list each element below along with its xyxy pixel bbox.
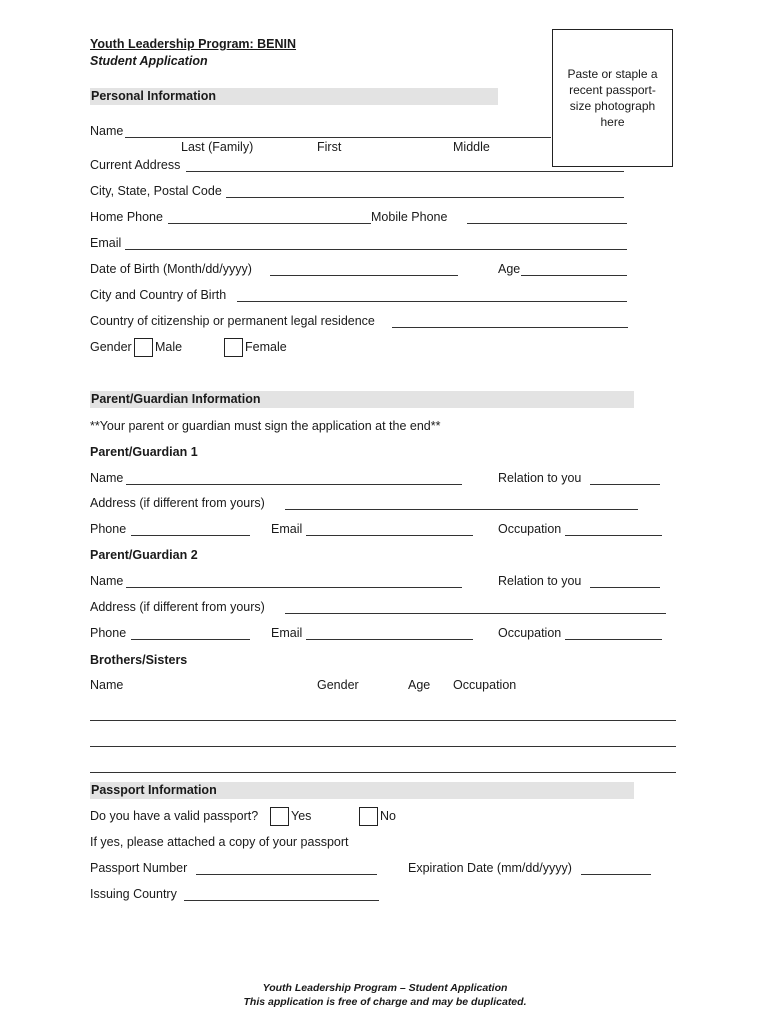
section-passport-information: Passport Information — [90, 782, 634, 799]
home-phone-label: Home Phone — [90, 210, 163, 224]
parent-1-email-label: Email — [271, 522, 303, 536]
parent-2-occupation-label: Occupation — [498, 626, 562, 640]
footer-line-2: This application is free of charge and may be duplicated. — [243, 996, 527, 1008]
birth-place-field[interactable] — [237, 301, 627, 302]
mobile-phone-field[interactable] — [467, 223, 627, 224]
email-label: Email — [90, 236, 122, 250]
passport-no-checkbox[interactable] — [359, 807, 378, 826]
current-address-field[interactable] — [186, 171, 624, 172]
parent-2-address-label: Address (if different from yours) — [90, 600, 265, 614]
parent-1-email-field[interactable] — [306, 535, 473, 536]
siblings-age-column: Age — [408, 678, 431, 692]
issuing-country-label: Issuing Country — [90, 887, 177, 901]
parent-1-phone-label: Phone — [90, 522, 127, 536]
name-label: Name — [90, 124, 124, 138]
section-personal-information: Personal Information — [90, 88, 498, 105]
sibling-row-2-field[interactable] — [90, 746, 676, 747]
parent-2-name-label: Name — [90, 574, 124, 588]
parent-2-relation-field[interactable] — [590, 587, 660, 588]
parent-2-phone-field[interactable] — [131, 639, 250, 640]
female-label: Female — [245, 340, 287, 354]
parent-1-occupation-label: Occupation — [498, 522, 562, 536]
mobile-phone-label: Mobile Phone — [371, 210, 448, 224]
citizenship-field[interactable] — [392, 327, 628, 328]
passport-yes-label: Yes — [291, 809, 312, 823]
email-field[interactable] — [125, 249, 627, 250]
siblings-gender-column: Gender — [317, 678, 359, 692]
date-of-birth-label: Date of Birth (Month/dd/yyyy) — [90, 262, 252, 276]
current-address-label: Current Address — [90, 158, 181, 172]
female-checkbox[interactable] — [224, 338, 243, 357]
parent-2-address-field[interactable] — [285, 613, 666, 614]
issuing-country-field[interactable] — [184, 900, 379, 901]
passport-attach-note: If yes, please attached a copy of your passport — [90, 835, 349, 849]
first-name-caption: First — [317, 140, 342, 154]
page-subtitle: Student Application — [90, 54, 208, 68]
parent-1-address-label: Address (if different from yours) — [90, 496, 265, 510]
sibling-row-1-field[interactable] — [90, 720, 676, 721]
passport-expiration-label: Expiration Date (mm/dd/yyyy) — [408, 861, 572, 875]
siblings-heading: Brothers/Sisters — [90, 653, 188, 667]
page-title: Youth Leadership Program: BENIN — [90, 37, 297, 51]
parent-2-occupation-field[interactable] — [565, 639, 662, 640]
date-of-birth-field[interactable] — [270, 275, 458, 276]
passport-no-label: No — [380, 809, 396, 823]
parent-2-name-field[interactable] — [126, 587, 462, 588]
siblings-name-column: Name — [90, 678, 124, 692]
age-label: Age — [498, 262, 521, 276]
male-label: Male — [155, 340, 183, 354]
passport-yes-checkbox[interactable] — [270, 807, 289, 826]
citizenship-label: Country of citizenship or permanent legal residence — [90, 314, 375, 328]
name-field[interactable] — [125, 137, 551, 138]
photo-placeholder[interactable]: Paste or staple a recent passport-size photograph here — [552, 29, 673, 167]
parent-signature-note: **Your parent or guardian must sign the application at the end** — [90, 419, 441, 433]
parent-1-name-label: Name — [90, 471, 124, 485]
parent-2-email-label: Email — [271, 626, 303, 640]
parent-1-relation-label: Relation to you — [498, 471, 582, 485]
male-checkbox[interactable] — [134, 338, 153, 357]
footer-line-1: Youth Leadership Program – Student Application — [262, 982, 508, 994]
parent-1-occupation-field[interactable] — [565, 535, 662, 536]
parent-1-heading: Parent/Guardian 1 — [90, 445, 198, 459]
age-field[interactable] — [521, 275, 627, 276]
last-name-caption: Last (Family) — [181, 140, 254, 154]
passport-expiration-field[interactable] — [581, 874, 651, 875]
passport-question: Do you have a valid passport? — [90, 809, 259, 823]
parent-1-phone-field[interactable] — [131, 535, 250, 536]
parent-1-address-field[interactable] — [285, 509, 638, 510]
home-phone-field[interactable] — [168, 223, 371, 224]
parent-2-email-field[interactable] — [306, 639, 473, 640]
sibling-row-3-field[interactable] — [90, 772, 676, 773]
passport-number-label: Passport Number — [90, 861, 188, 875]
gender-label: Gender — [90, 340, 132, 354]
parent-1-relation-field[interactable] — [590, 484, 660, 485]
siblings-occupation-column: Occupation — [453, 678, 517, 692]
city-state-postal-field[interactable] — [226, 197, 624, 198]
middle-name-caption: Middle — [453, 140, 490, 154]
parent-2-heading: Parent/Guardian 2 — [90, 548, 198, 562]
parent-2-phone-label: Phone — [90, 626, 127, 640]
parent-2-relation-label: Relation to you — [498, 574, 582, 588]
passport-number-field[interactable] — [196, 874, 377, 875]
parent-1-name-field[interactable] — [126, 484, 462, 485]
section-parent-guardian: Parent/Guardian Information — [90, 391, 634, 408]
city-state-postal-label: City, State, Postal Code — [90, 184, 222, 198]
birth-place-label: City and Country of Birth — [90, 288, 227, 302]
